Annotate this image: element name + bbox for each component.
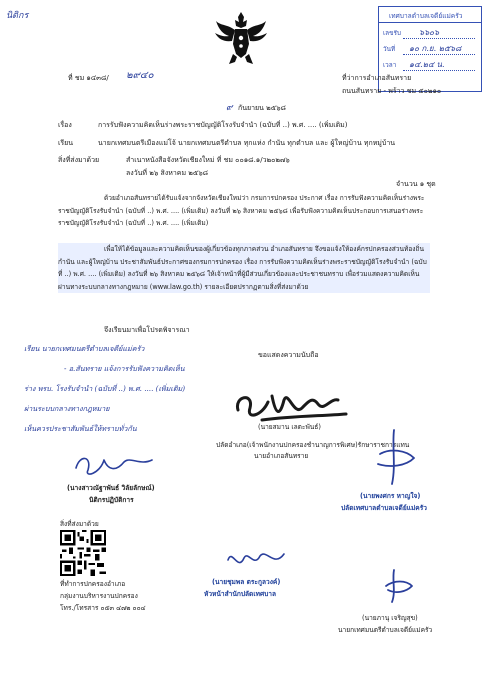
stamp-time-value: ๑๔.๒๔ น. <box>409 60 445 69</box>
sender-line2: ถนนสันทราย - พร้าว ชม ๕๐๒๑๐ <box>342 87 442 95</box>
qr-code-icon <box>60 530 106 576</box>
officer5-name: (นายภานุ เจริญสุข) <box>362 614 418 622</box>
officer2-title: นิติกรปฏิบัติการ <box>89 496 134 504</box>
closing-line: จึงเรียนมาเพื่อโปรดพิจารณา <box>104 326 190 334</box>
handnote-line-1: เรียน นายกเทศมนตรีตำบลเจดีย์แม่ครัว <box>24 344 145 353</box>
recipient-label: เรียน <box>58 139 74 147</box>
signature-head-of-office <box>224 542 290 576</box>
attachment-line1: สำเนาหนังสือจังหวัดเชียงใหม่ ที่ ชม ๐๐๑๘.๑/ว๒๐๒๗๖ <box>126 156 290 164</box>
date-line: กันยายน ๒๕๖๘ <box>238 104 286 112</box>
subject-text: การรับฟังความคิดเห็นร่างพระราชบัญญัติโรงรับจำนำ (ฉบับที่ ..) พ.ศ. .... (เพิ่มเติม) <box>98 121 348 129</box>
sender-line1: ที่ว่าการอำเภอสันทราย <box>342 74 412 82</box>
signature-legal-officer <box>70 448 160 482</box>
stamp-time-label: เวลา <box>383 61 397 69</box>
officer1-name: (นายสมาน เลตะพันธ์) <box>258 423 321 431</box>
respect-line: ขอแสดงความนับถือ <box>258 351 319 359</box>
garuda-emblem-icon <box>213 8 269 68</box>
footer-attach-label: สิ่งที่ส่งมาด้วย <box>60 520 99 528</box>
corner-note: นิติกร <box>6 11 29 21</box>
officer1-line2: นายอำเภอสันทราย <box>254 452 309 460</box>
officer4-title: หัวหน้าสำนักปลัดเทศบาล <box>204 590 277 598</box>
paragraph-1: ด้วยอำเภอสันทรายได้รับแจ้งจากจังหวัดเชียงใหม่ว่า กรมการปกครอง ประกาศ เรื่อง การรับฟังความคิดเห็นร่างพระราชบัญญัติโรงรับจำนำ (ฉบับที่ ..) พ.ศ. .... (เพิ่มเติม) ลงวันที่ ๒๖ สิงหาคม ๒๕๖๘ เพื่อรับฟังความคิดเห็นประกอบการเสนอร่างพระราชบัญญัติโรงรับจำนำ (ฉบับที่ ..) พ.ศ. .... (เพิ่มเติม) <box>58 194 425 228</box>
footer-phone: โทร./โทรสาร ๐๕๓ ๔๗๒ ๐๐๔ <box>60 604 146 612</box>
footer-office: ที่ทำการปกครองอำเภอ <box>60 580 126 588</box>
stamp-receive-label: เลขรับ <box>383 29 401 37</box>
subject-label: เรื่อง <box>58 121 72 129</box>
stamp-date-value: ๑๐ ก.ย. ๒๕๖๘ <box>409 44 462 53</box>
recipient-text: นายกเทศมนตรีเมืองแม่โจ้ นายกเทศมนตรีตำบล ทุกแห่ง กำนัน ทุกตำบล และ ผู้ใหญ่บ้าน ทุกหมู่บ้าน <box>98 139 396 147</box>
handnote-line-4: ผ่านระบบกลางทางกฎหมาย <box>24 404 110 413</box>
signature-mayor <box>378 566 418 606</box>
officer2-name: (นางสาวณัฐาพันธ์ วิลัยลักษณ์) <box>67 484 155 492</box>
signature-municipal-clerk <box>366 426 426 490</box>
attachment-qty: จำนวน ๑ ชุด <box>396 180 436 188</box>
officer3-name: (นายพงศกร หาญใจ) <box>360 492 421 500</box>
stamp-date-label: วันที่ <box>383 45 396 53</box>
handnote-line-3: ร่าง พรบ. โรงรับจำนำ (ฉบับที่ ..) พ.ศ. .... (เพิ่มเติม) <box>24 384 186 393</box>
stamp-org: เทศบาลตำบลเจดีย์แม่ครัว <box>389 12 463 20</box>
date-hand: ๙ <box>226 103 233 113</box>
attachment-label: สิ่งที่ส่งมาด้วย <box>58 156 100 164</box>
officer1-line1: ปลัดอำเภอ(เจ้าพนักงานปกครองชำนาญการพิเศษ)รักษาราชการแทน <box>216 441 410 449</box>
signature-district <box>232 386 352 426</box>
stamp-receive-no: ๖๖๐๖ <box>419 28 440 37</box>
doc-number: ที่ ชม ๑๔๓๘/ <box>68 74 109 82</box>
officer4-name: (นายชุมพล ตระกูลวงค์) <box>212 578 281 586</box>
officer3-title: ปลัดเทศบาลตำบลเจดีย์แม่ครัว <box>341 504 427 512</box>
handnote-line-2: - อ.สันทราย แจ้งการรับฟังความคิดเห็น <box>64 364 185 373</box>
attachment-line2: ลงวันที่ ๒๖ สิงหาคม ๒๕๖๘ <box>126 169 209 177</box>
footer-section: กลุ่มงานบริหารงานปกครอง <box>60 592 138 600</box>
doc-number-hand: ๒๙๔๐ <box>126 70 154 81</box>
paragraph-2: เพื่อให้ได้ข้อมูลและความคิดเห็นของผู้เกี่ยวข้องทุกภาคส่วน อำเภอสันทราย จึงขอแจ้งให้องค์กรปกครองส่วนท้องถิ่น กำนัน และผู้ใหญ่บ้าน ประชาสัมพันธ์ประกาศของกรมการปกครอง เรื่อง การรับฟังความคิดเห็นร่างพระราชบัญญัติโรงรับจำนำ (ฉบับที่ ..) พ.ศ. .... (เพิ่มเติม) ลงวันที่ ๒๖ สิงหาคม ๒๕๖๘ ให้เจ้าหน้าที่ผู้มีส่วนเกี่ยวข้องและประชาชนทราบ เพื่อร่วมแสดงความคิดเห็นผ่านทางระบบกลางทางกฎหมาย (www.law.go.th) รายละเอียดปรากฏตามสิ่งที่ส่งมาด้วย <box>58 243 430 293</box>
officer5-title: นายกเทศมนตรีตำบลเจดีย์แม่ครัว <box>338 626 433 634</box>
handnote-line-5: เห็นควรประชาสัมพันธ์ให้ทราบทั่วกัน <box>24 424 137 433</box>
